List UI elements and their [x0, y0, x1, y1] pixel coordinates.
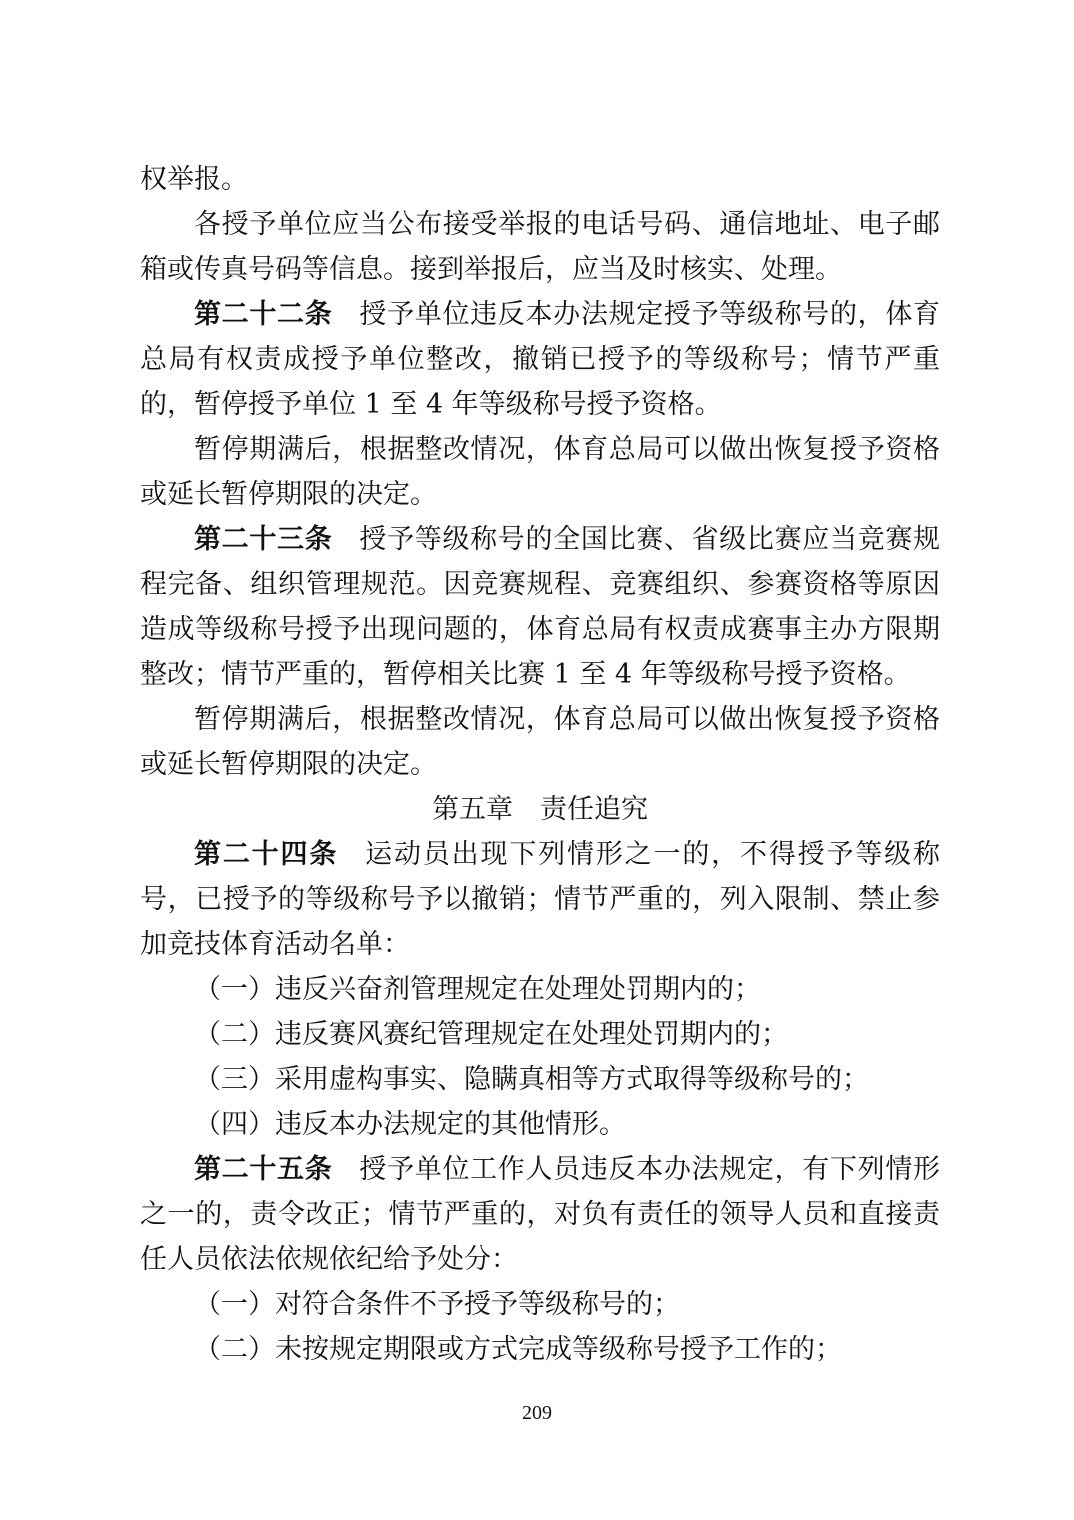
paragraph-continuation: 权举报。 — [140, 164, 248, 195]
article-24-item-3: （三）采用虚构事实、隐瞒真相等方式取得等级称号的； — [194, 1064, 869, 1095]
page-number: 209 — [522, 1402, 552, 1424]
paragraph-report-info: 各授予单位应当公布接受举报的电话号码、通信地址、电子邮箱或传真号码等信息。接到举报后，应当及时核实、处理。 — [140, 209, 940, 285]
page-content — [140, 157, 940, 1372]
article-23 — [140, 517, 940, 697]
article-24-body: 运动员出现下列情形之一的，不得授予等级称号，已授予的等级称号予以撤销；情节严重的，列入限制、禁止参加竞技体育活动名单： — [140, 839, 941, 960]
article-25-item-1: （一）对符合条件不予授予等级称号的； — [194, 1289, 680, 1320]
article-25-body: 授予单位工作人员违反本办法规定，有下列情形之一的，责令改正；情节严重的，对负有责任的领导人员和直接责任人员依法依规依纪给予处分： — [140, 1154, 941, 1275]
article-24-title: 第二十四条 — [194, 839, 339, 870]
article-22-body: 授予单位违反本办法规定授予等级称号的，体育总局有权责成授予单位整改，撤销已授予的等级称号；情节严重的，暂停授予单位 1 至 4 年等级称号授予资格。 — [140, 299, 941, 420]
article-22 — [140, 292, 940, 427]
chapter-heading: 第五章 责任追究 — [432, 794, 648, 825]
article-24-item-2: （二）违反赛风赛纪管理规定在处理处罚期内的； — [194, 1019, 788, 1050]
article-25-item-2: （二）未按规定期限或方式完成等级称号授予工作的； — [194, 1334, 842, 1365]
article-23-body: 授予等级称号的全国比赛、省级比赛应当竞赛规程完备、组织管理规范。因竞赛规程、竞赛组织、参赛资格等原因造成等级称号授予出现问题的，体育总局有权责成赛事主办方限期整改；情节严重的，暂停相关比赛 1 至 4 年等级称号授予资格。 — [140, 524, 941, 690]
article-24-item-4: （四）违反本办法规定的其他情形。 — [194, 1109, 626, 1140]
paragraph-suspension-1: 暂停期满后，根据整改情况，体育总局可以做出恢复授予资格或延长暂停期限的决定。 — [140, 434, 940, 510]
article-24 — [140, 832, 940, 967]
article-25-title: 第二十五条 — [194, 1154, 333, 1185]
article-22-title: 第二十二条 — [194, 299, 333, 330]
paragraph-suspension-2: 暂停期满后，根据整改情况，体育总局可以做出恢复授予资格或延长暂停期限的决定。 — [140, 704, 940, 780]
article-24-item-1: （一）违反兴奋剂管理规定在处理处罚期内的； — [194, 974, 761, 1005]
article-25 — [140, 1147, 940, 1282]
article-23-title: 第二十三条 — [194, 524, 333, 555]
